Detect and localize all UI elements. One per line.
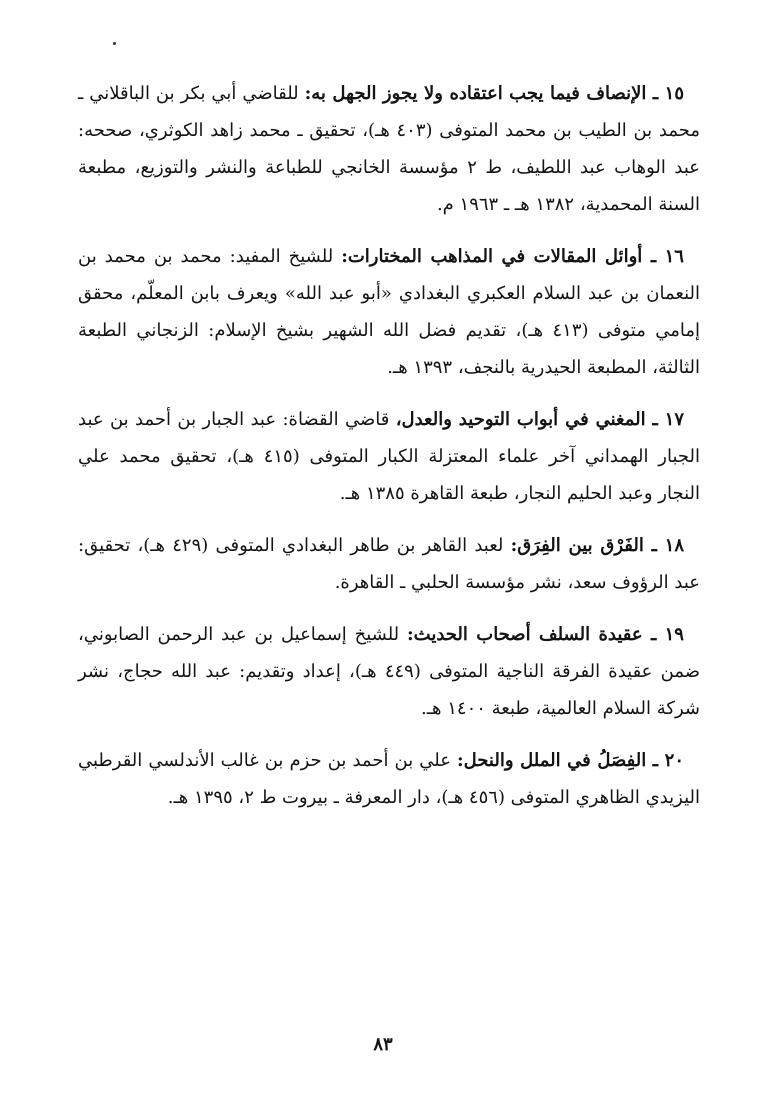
entry-body: قاضي القضاة: عبد الجبار بن أحمد بن عبد الجبار الهمداني آخر علماء المعتزلة الكبار المتوفى (٤١٥ هـ)، تحقيق محمد علي النجار وعبد الحليم النجار، طبعة القاهرة ١٣٨٥ هـ. <box>78 409 700 504</box>
page-number: ٨٣ <box>373 1034 393 1055</box>
entry-title: ١٧ ـ المغني في أبواب التوحيد والعدل، <box>395 409 684 430</box>
bibliography-entry-17 <box>78 401 700 512</box>
bibliography-entry-16 <box>78 238 700 386</box>
bibliography-list <box>78 75 700 831</box>
entry-title: ٢٠ ـ الفِصَلُ في الملل والنحل: <box>457 750 684 771</box>
entry-title: ١٨ ـ الفَرْق بين الفِرَق: <box>510 535 684 556</box>
entry-body: للقاضي أبي بكر بن الباقلاني ـ محمد بن الطيب بن محمد المتوفى (٤٠٣ هـ)، تحقيق ـ محمد زاهد الكوثري، صححه: عبد الوهاب عبد اللطيف، ط ٢ مؤسسة الخانجي للطباعة والنشر والتوزيع، مطبعة السنة المحمدية، ١٣٨٢ هـ ـ ١٩٦٣ م. <box>78 83 701 215</box>
entry-title: ١٦ ـ أوائل المقالات في المذاهب المختارات: <box>341 246 684 267</box>
entry-body: للشيخ إسماعيل بن عبد الرحمن الصابوني، ضمن عقيدة الفرقة الناجية المتوفى (٤٤٩ هـ)، إعداد وتقديم: عبد الله حجاج، نشر شركة السلام العالمية، طبعة ١٤٠٠ هـ. <box>78 624 701 719</box>
entry-title: ١٥ ـ الإنصاف فيما يجب اعتقاده ولا يجوز الجهل به: <box>304 83 684 104</box>
entry-body: للشيخ المفيد: محمد بن محمد بن النعمان بن عبد السلام العكبري البغدادي «أبو عبد الله» ويعرف بابن المعلّم، محقق إمامي متوفى (٤١٣ هـ)، تقديم فضل الله الشهير بشيخ الإسلام: الزنجاني الطبعة الثالثة، المطبعة الحيدرية بالنجف، ١٣٩٣ هـ. <box>78 246 701 378</box>
printing-speck <box>113 42 116 45</box>
bibliography-entry-19 <box>78 616 700 727</box>
bibliography-entry-18 <box>78 527 700 601</box>
bibliography-entry-15 <box>78 75 700 223</box>
entry-body: علي بن أحمد بن حزم بن غالب الأندلسي القرطبي اليزيدي الظاهري المتوفى (٤٥٦ هـ)، دار المعرفة ـ بيروت ط ٢، ١٣٩٥ هـ. <box>78 750 700 808</box>
entry-body: لعبد القاهر بن طاهر البغدادي المتوفى (٤٢٩ هـ)، تحقيق: عبد الرؤوف سعد، نشر مؤسسة الحلبي ـ القاهرة. <box>78 535 700 593</box>
bibliography-entry-20 <box>78 742 700 816</box>
entry-title: ١٩ ـ عقيدة السلف أصحاب الحديث: <box>407 624 684 645</box>
